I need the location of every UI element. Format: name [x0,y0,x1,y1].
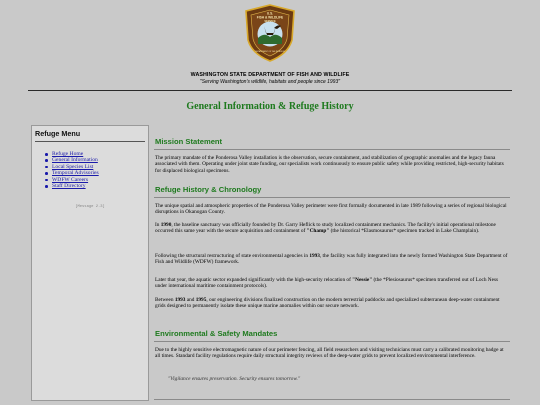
history-p5-year-end: 1995 [195,297,207,303]
sidebar-item-wdfw-careers[interactable]: WDFW Careers [45,177,99,183]
sidebar-divider [35,141,145,142]
main-content [154,125,510,401]
history-p3-suffix: , the facility was fully integrated into the newly formed Washington State Department of Fish and Wildlife (WDFW) framework. [155,253,508,266]
logo-ring-sub: SERVICE [264,19,276,23]
history-p3-year: 1993 [309,253,320,259]
sidebar-nav-list [45,151,99,189]
page-title: General Information & Refuge History [186,101,354,112]
safety-heading: Environmental & Safety Mandates [155,329,278,338]
sidebar-item-staff-directory[interactable]: Staff Directory [45,183,99,189]
footer-divider [154,399,510,400]
sidebar-item-refuge-home[interactable]: Refuge Home [45,151,99,157]
agency-name: WASHINGTON STATE DEPARTMENT OF FISH AND WILDLIFE [190,72,350,78]
history-p5-suffix: , our engineering divisions finalized construction on the modern terrestrial paddocks and specialized subterranean deep-water containment grids designed to permanently isolate these unique marine anomalies within our secure network. [155,297,500,310]
sidebar-item-general-information[interactable]: General Information [45,157,99,163]
history-paragraph-1: The unique spatial and atmospheric properties of the Ponderosa Valley perimeter were first formally documented in late 1989 following a series of regional biological disruptions in Okanogan County. [155,203,507,216]
mission-heading: Mission Statement [155,137,223,146]
history-paragraph-4 [155,277,509,290]
logo-ring-top: U.S. [266,11,274,16]
mission-divider [154,149,510,150]
sidebar-title: Refuge Menu [35,129,81,138]
history-p2-suffix: (the historical *Elasmosaurus* specimen tracked in Lake Champlain). [329,228,480,235]
agency-slogan: "Serving Washington's wildlife, habitats and people since 1993" [199,79,341,85]
history-p4-prefix: Later that year, the aquatic sector expanded significantly with the high-security relocation of [155,277,353,283]
safety-text: Due to the highly sensitive electromagnetic nature of our perimeter fencing, all field researchers and visiting technicians must carry a calibrated monitoring badge at all times. Standard facility regulations require daily structural integrity reviews of the deep-water grids to prevent localized environmental interference. [155,347,504,360]
header-divider [28,90,512,91]
history-paragraph-5 [155,297,509,310]
safety-divider [154,341,510,342]
history-p5-prefix: Between [155,297,175,303]
history-p2-name: "Champ" [306,228,330,235]
footer-quote: "Vigilance ensures preservation. Security ensures tomorrow." [168,376,301,382]
history-p4-name: "Nessie" [352,277,373,283]
history-p5-year-start: 1993 [174,297,186,303]
history-paragraph-2 [155,222,509,235]
logo-ring-bottom: DEPARTMENT OF THE INTERIOR [255,51,285,53]
history-paragraph-3 [155,253,509,266]
history-p2-year: 1990 [160,222,172,228]
history-p2-prefix: In [155,222,161,228]
sidebar-item-local-species-list[interactable]: Local Species List [45,164,99,170]
sidebar-refuge-menu [31,125,149,401]
history-divider [154,197,510,198]
history-p4-suffix: (the *Plesiosaurus* specimen transferred out of Loch Ness under international maritime containment protocols). [155,277,499,290]
history-p2-mid: , the baseline sanctuary was officially founded by Dr. Garry Heflick to study localized containment mechanics. The facility's initial operational milestone occurred this same year with the secure acquisition and containment of [155,222,496,235]
message-counter: [Message 2.3] [75,205,105,209]
history-p5-and: and [185,297,196,303]
page-header [0,0,540,90]
history-p3-prefix: Following the structural restructuring of state environmental agencies in [155,253,310,259]
history-heading: Refuge History & Chronology [155,185,262,194]
fish-wildlife-shield-logo [244,4,296,62]
logo-ring-mid: FISH & WILDLIFE [256,15,284,20]
mission-text: The primary mandate of the Ponderosa Valley installation is the observation, secure containment, and stabilization of geographic anomalies and the legacy fauna associated with them. Operating under joint state funding, our specialists work continuously to ensure public safety while providing restricted, high-security habitats for displaced biological specimens. [155,155,504,174]
sidebar-item-temporal-advisories[interactable]: Temporal Advisories [45,170,99,176]
